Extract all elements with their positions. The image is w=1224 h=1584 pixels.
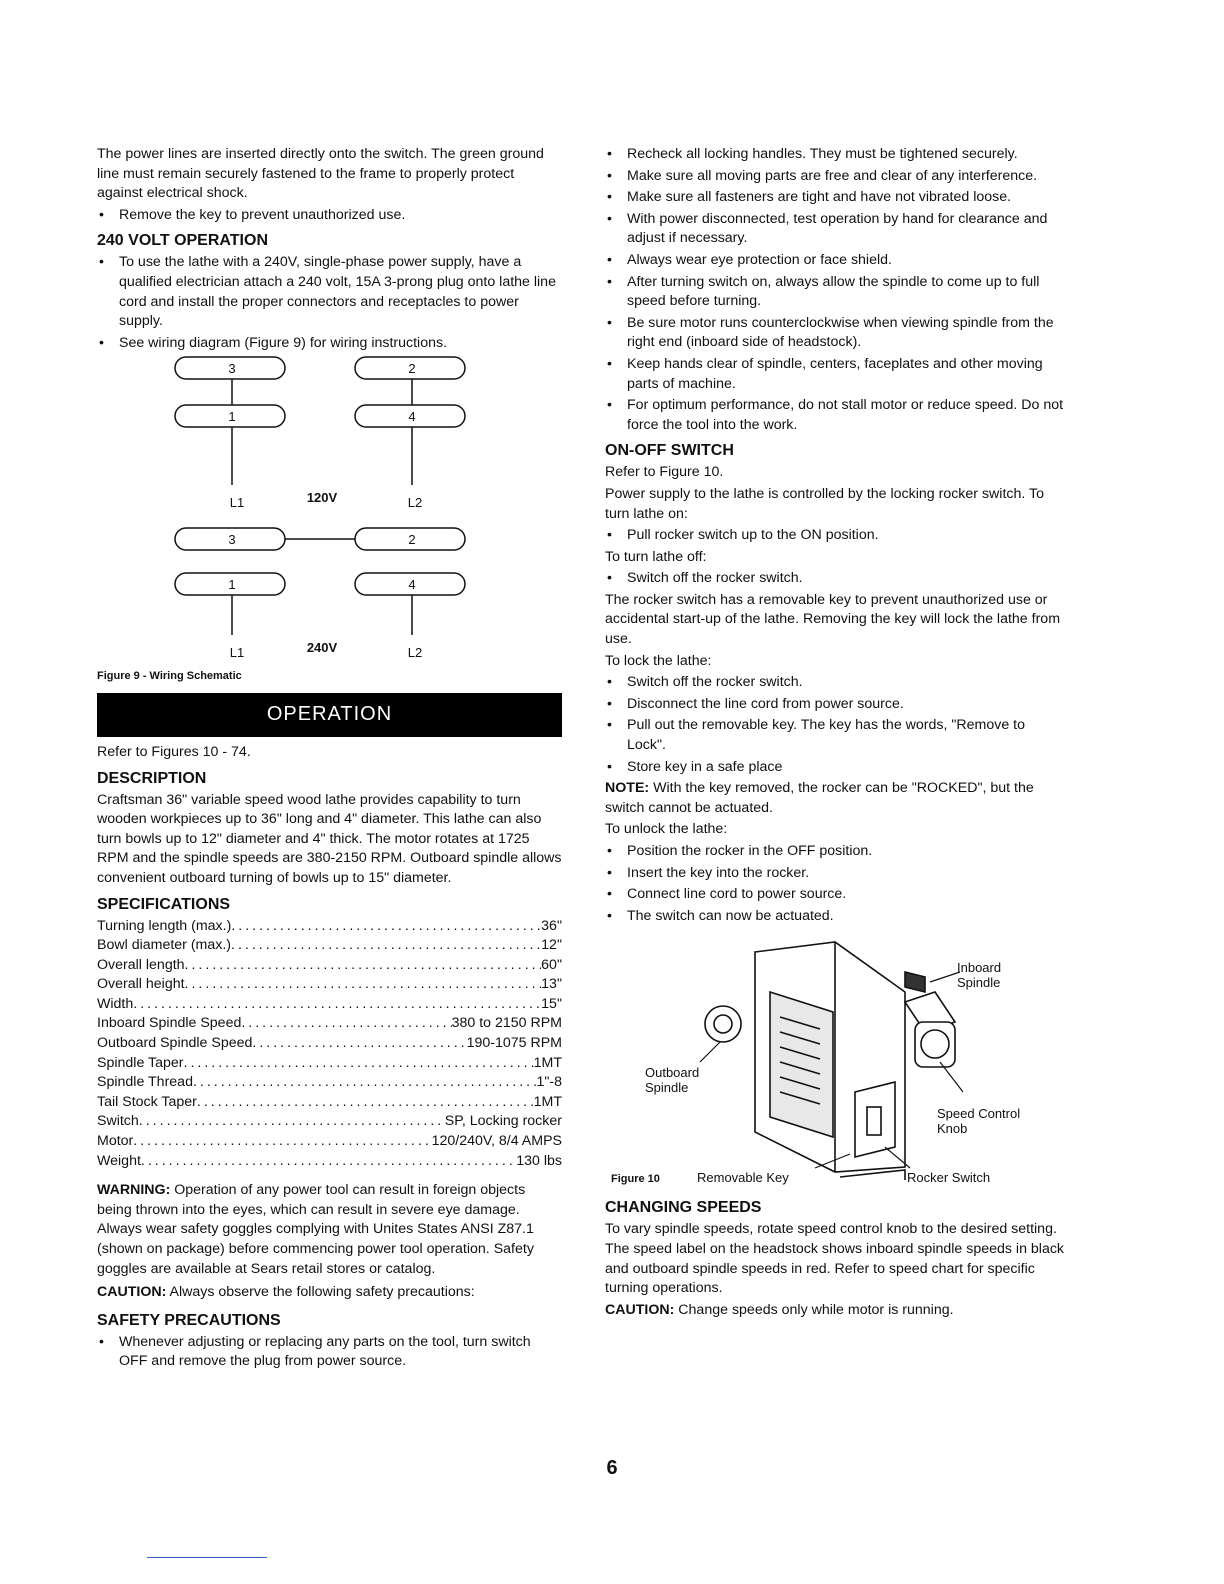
on-off-paragraph: Power supply to the lathe is controlled by the locking rocker switch. To turn lathe on: (605, 485, 1044, 522)
list-item: • Remove the key to prevent unauthorized use. (97, 206, 562, 226)
list-item: • For optimum performance, do not stall motor or reduce speed. Do not force the tool into the work. (605, 396, 1065, 435)
safety-heading: SAFETY PRECAUTIONS (97, 1311, 281, 1329)
refer-figure-10: Refer to Figure 10. (605, 464, 724, 481)
label-240v: 240V (306, 640, 338, 656)
figure-10-caption: Figure 10 (611, 1173, 660, 1186)
note-lead: NOTE: (605, 780, 650, 797)
spec-row: Spindle Thread ..... 1"-8 (97, 1073, 562, 1093)
wiring-schematic-svg (97, 355, 562, 665)
list-item: • Switch off the rocker switch. (605, 569, 1065, 589)
list-item: • Disconnect the line cord from power source. (605, 695, 1065, 715)
list-item: • Make sure all moving parts are free and clear of any interference. (605, 167, 1065, 187)
turn-off-label: To turn lathe off: (605, 548, 707, 565)
spec-row: Overall height ..... 13" (97, 975, 562, 995)
unlock-label: To unlock the lathe: (605, 821, 728, 838)
list-item: • Pull out the removable key. The key has the words, "Remove to Lock". (605, 716, 1065, 755)
list-item: • Whenever adjusting or replacing any parts on the tool, turn switch OFF and remove the plug from power source. (97, 1333, 562, 1372)
right-column (605, 145, 1065, 1322)
changing-speeds-heading: CHANGING SPEEDS (605, 1199, 762, 1217)
spec-row: Bowl diameter (max.) ..... 12" (97, 936, 562, 956)
caution-paragraph (97, 1283, 562, 1303)
list-item: • Recheck all locking handles. They must be tightened securely. (605, 145, 1065, 165)
spec-row: Outboard Spindle Speed ..... 190-1075 RPM (97, 1034, 562, 1054)
spec-row: Tail Stock Taper ..... 1MT (97, 1093, 562, 1113)
safety-list (97, 1333, 562, 1372)
footer-rule (147, 1557, 267, 1558)
list-item: • Pull rocker switch up to the ON position. (605, 526, 1065, 546)
specifications-heading: SPECIFICATIONS (97, 895, 231, 913)
safety-list-continued (605, 145, 1065, 435)
label-t1b: 1 (228, 577, 236, 593)
list-item: • With power disconnected, test operation by hand for clearance and adjust if necessary. (605, 210, 1065, 249)
list-item: • After turning switch on, always allow the spindle to come up to full speed before turning. (605, 273, 1065, 312)
spec-row: Weight ..... 130 lbs (97, 1152, 562, 1172)
warning-lead: WARNING: (97, 1182, 171, 1199)
caution2-text: Change speeds only while motor is running. (674, 1301, 954, 1318)
description-paragraph: Craftsman 36" variable speed wood lathe provides capability to turn wooden workpieces up to 36" long and 4" diameter. This lathe can also turn bowls up to 12" diameter and 4" thick. The motor rotates at 1725 RPM and the spindle speeds are 380-2150 RPM. Outboard spindle allows convenient outboard turning of bowls up to 15" diameter. (97, 791, 562, 886)
volt240-list (97, 253, 562, 353)
on-list (605, 526, 1065, 546)
section-heading-240v: 240 VOLT OPERATION (97, 232, 268, 250)
label-t4b: 4 (408, 577, 416, 593)
caution-lead: CAUTION: (97, 1284, 167, 1301)
rocker-switch-label: Rocker Switch (907, 1170, 991, 1186)
caution2-paragraph (605, 1301, 1065, 1321)
label-120v: 120V (306, 490, 338, 506)
lock-list (605, 673, 1065, 777)
description-heading: DESCRIPTION (97, 769, 207, 787)
list-item: • Be sure motor runs counterclockwise when viewing spindle from the right end (inboard side of headstock). (605, 314, 1065, 353)
figure-9-caption: Figure 9 - Wiring Schematic (97, 670, 242, 683)
label-l2a: L2 (407, 495, 423, 511)
spec-row: Inboard Spindle Speed ..... 380 to 2150 RPM (97, 1014, 562, 1034)
changing-speeds-paragraph: To vary spindle speeds, rotate speed control knob to the desired setting. The speed label on the headstock shows inboard spindle speeds in black and outboard spindle speeds in red. Refer to speed chart for specific turning operations. (605, 1221, 1065, 1297)
label-t3b: 3 (228, 532, 236, 548)
label-l1a: L1 (229, 495, 245, 511)
label-t2b: 2 (408, 532, 416, 548)
warning-paragraph (97, 1181, 562, 1279)
on-off-switch-heading: ON-OFF SWITCH (605, 442, 734, 460)
removable-key-label: Removable Key (697, 1170, 789, 1186)
list-item: • The switch can now be actuated. (605, 907, 1065, 927)
list-item: • Insert the key into the rocker. (605, 864, 1065, 884)
spec-row: Motor ..... 120/240V, 8/4 AMPS (97, 1132, 562, 1152)
intro-list (97, 206, 562, 226)
list-item: • Keep hands clear of spindle, centers, faceplates and other moving parts of machine. (605, 355, 1065, 394)
list-item: • Make sure all fasteners are tight and have not vibrated loose. (605, 188, 1065, 208)
page-number: 6 (606, 1457, 618, 1479)
figure-10 (605, 932, 1065, 1186)
off-list (605, 569, 1065, 589)
intro-paragraph: The power lines are inserted directly onto the switch. The green ground line must remain securely fastened to the frame to properly protect against electrical shock. (97, 146, 544, 202)
note-paragraph (605, 779, 1065, 818)
outboard-spindle-label: Outboard Spindle (645, 1065, 700, 1096)
spec-row: Turning length (max.) ..... 36" (97, 917, 562, 937)
left-column (97, 145, 562, 1374)
note-text: With the key removed, the rocker can be "ROCKED", but the switch cannot be actuated. (605, 780, 1034, 816)
spec-row: Overall length ..... 60" (97, 956, 562, 976)
key-paragraph: The rocker switch has a removable key to prevent unauthorized use or accidental start-up of the lathe. Removing the key will lock the lathe from use. (605, 591, 1061, 648)
label-l2b: L2 (407, 645, 423, 661)
label-l1b: L1 (229, 645, 245, 661)
refer-figures: Refer to Figures 10 - 74. (97, 743, 251, 760)
label-t2a: 2 (408, 361, 416, 377)
warning-text: Operation of any power tool can result in foreign objects being thrown into the eyes, which can result in severe eye damage. Always wear safety goggles complying with Unites States ANSI Z87.1 (shown on package) before commencing power tool operation. Safety goggles are available at Sears retail stores or catalog. (97, 1182, 534, 1277)
label-t1a: 1 (228, 409, 236, 425)
list-item: • Position the rocker in the OFF position. (605, 842, 1065, 862)
spec-row: Switch ..... SP, Locking rocker (97, 1112, 562, 1132)
list-item: • Switch off the rocker switch. (605, 673, 1065, 693)
operation-banner: OPERATION (97, 693, 562, 737)
spec-row: Spindle Taper ..... 1MT (97, 1054, 562, 1074)
caution-text: Always observe the following safety precautions: (166, 1284, 475, 1301)
specifications-table (97, 917, 562, 1172)
caution2-lead: CAUTION: (605, 1301, 675, 1318)
wiring-schematic (97, 355, 562, 665)
list-item: • To use the lathe with a 240V, single-phase power supply, have a qualified electrician attach a 240 volt, 15A 3-prong plug onto lathe line cord and install the proper connectors and receptacles to power supply. (97, 253, 562, 331)
list-item: • Always wear eye protection or face shield. (605, 251, 1065, 271)
spec-row: Width ..... 15" (97, 995, 562, 1015)
label-t3a: 3 (228, 361, 236, 377)
inboard-spindle-label: Inboard Spindle (957, 960, 1002, 991)
lock-label: To lock the lathe: (605, 652, 712, 669)
label-t4a: 4 (408, 409, 416, 425)
speed-control-knob-label: Speed Control Knob (937, 1106, 1021, 1137)
list-item: • Connect line cord to power source. (605, 885, 1065, 905)
list-item: • Store key in a safe place (605, 758, 1065, 778)
unlock-list (605, 842, 1065, 926)
list-item: • See wiring diagram (Figure 9) for wiring instructions. (97, 334, 562, 354)
